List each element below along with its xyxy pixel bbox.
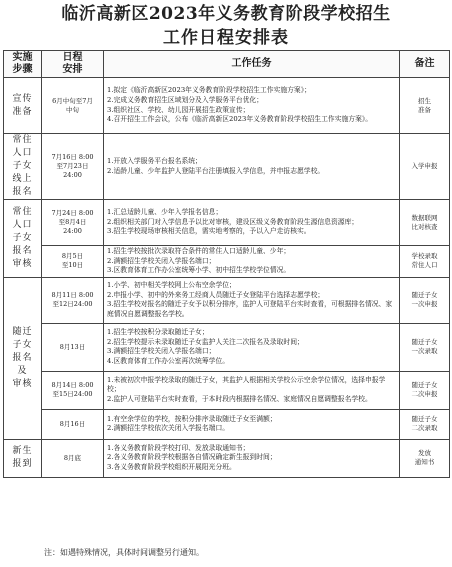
header-task: 工作任务 xyxy=(104,51,400,78)
footer-note: 注：如遇特殊情况，具体时间调整另行通知。 xyxy=(44,548,204,557)
table-row xyxy=(4,371,450,409)
task-item: 1.拟定《临沂高新区2023年义务教育阶段学校招生工作实施方案》； xyxy=(107,86,311,95)
task-cell xyxy=(104,200,400,246)
task-item: 3.招生学校对报名的随迁子女予以积分排序，监护人可登陆平台实时查看，可根据排名情况、家庭情况自愿调整报名学校。 xyxy=(107,300,393,318)
note-cell: 随迁子女 一次录取 xyxy=(400,323,450,371)
phase-cell: 常住 人口 子女 线上 报名 xyxy=(4,134,42,200)
task-item: 1.汇总适龄儿童、少年入学报名信息； xyxy=(107,208,223,217)
task-item: 2.各义务教育阶段学校根据各自情况确定新生报到时间； xyxy=(107,453,277,462)
date-cell: 8月底 xyxy=(42,439,104,477)
task-item: 1.有空余学位的学校，按积分排序录取随迁子女至满额； xyxy=(107,414,277,423)
phase-cell: 新生 报到 xyxy=(4,439,42,477)
task-cell xyxy=(104,323,400,371)
task-item: 2.完成义务教育招生区域划分及入学服务平台优化； xyxy=(107,95,264,104)
table-header-row xyxy=(4,51,450,78)
phase-cell: 常住 人口 子女 报名 审核 xyxy=(4,200,42,278)
note-cell: 学校录取 常住人口 xyxy=(400,246,450,278)
date-cell: 8月16日 xyxy=(42,409,104,439)
date-cell: 6月中旬至7月 中旬 xyxy=(42,78,104,134)
note-cell: 随迁子女 一次申报 xyxy=(400,277,450,323)
task-item: 1.招生学校按积分录取随迁子女； xyxy=(107,328,209,337)
table-row xyxy=(4,439,450,477)
task-item: 4.召开招生工作会议，公布《临沂高新区2023年义务教育阶段学校招生工作实施方案》。 xyxy=(107,115,373,124)
date-cell: 7月16日 8:00 至7月23日 24:00 xyxy=(42,134,104,200)
task-item: 1.招生学校按批次录取符合条件的常住人口适龄儿童、少年； xyxy=(107,247,291,255)
task-cell xyxy=(104,371,400,409)
header-date: 日程 安排 xyxy=(42,51,104,78)
phase-cell: 随迁 子女 报名 及 审核 xyxy=(4,277,42,439)
task-item: 1.未被初次申报学校录取的随迁子女，其监护人根据相关学校公示空余学位情况，选择申报学校； xyxy=(107,375,386,394)
task-item: 1.小学、初中相关学校网上公布空余学位； xyxy=(107,281,236,290)
note-cell: 随迁子女 二次录取 xyxy=(400,409,450,439)
table-row xyxy=(4,200,450,246)
task-cell xyxy=(104,409,400,439)
table-row xyxy=(4,78,450,134)
task-item: 2.申报小学、初中的外来务工经商人员随迁子女登陆平台选择志愿学校； xyxy=(107,290,325,299)
header-phase: 实施 步骤 xyxy=(4,51,42,78)
task-cell xyxy=(104,78,400,134)
task-item: 3.各义务教育阶段学校组织开展阳光分班。 xyxy=(107,463,236,472)
task-item: 2.满额招生学校依次关闭入学报名端口。 xyxy=(107,424,230,433)
task-cell xyxy=(104,134,400,200)
phase-cell: 宣传 准备 xyxy=(4,78,42,134)
task-item: 2.组织相关部门对入学信息予以比对审核，建设区级义务教育阶段生源信息资源库； xyxy=(107,217,359,226)
date-cell: 8月5日 至10日 xyxy=(42,246,104,278)
table-row xyxy=(4,246,450,278)
note-cell: 数据联网 比对核查 xyxy=(400,200,450,246)
note-cell: 入学申报 xyxy=(400,134,450,200)
table-body xyxy=(4,78,450,478)
note-cell: 发放 通知书 xyxy=(400,439,450,477)
note-cell: 随迁子女 二次申报 xyxy=(400,371,450,409)
page-title: 临沂高新区2023年义务教育阶段学校招生 xyxy=(61,4,391,24)
table-row xyxy=(4,134,450,200)
table-row xyxy=(4,409,450,439)
schedule-table xyxy=(3,50,450,478)
task-cell xyxy=(104,439,400,477)
task-item: 2.招生学校提示未录取随迁子女监护人关注二次报名及录取时间； xyxy=(107,337,304,346)
date-cell: 8月11日 8:00 至12日24:00 xyxy=(42,277,104,323)
task-item: 2.适龄儿童、少年监护人登陆平台注册填报入学信息，并申报志愿学校。 xyxy=(107,166,325,175)
table-row xyxy=(4,323,450,371)
task-cell xyxy=(104,277,400,323)
task-item: 2.监护人可登陆平台实时查看，于本时段内根据排名情况、家庭情况自愿调整报名学校。 xyxy=(107,395,372,404)
task-item: 3.组织社区、学校、幼儿园开展招生政策宣传； xyxy=(107,105,250,114)
header-note: 备注 xyxy=(400,51,450,78)
date-cell: 8月13日 xyxy=(42,323,104,371)
task-item: 3.满额招生学校关闭入学报名端口； xyxy=(107,347,216,356)
task-item: 2.满额招生学校关闭入学报名端口； xyxy=(107,256,216,265)
date-cell: 7月24日 8:00 至8月4日 24:00 xyxy=(42,200,104,246)
task-cell xyxy=(104,246,400,278)
table-row xyxy=(4,277,450,323)
task-item: 4.区教育体育工作办公室再次统筹学位。 xyxy=(107,356,230,365)
page-subtitle: 工作日程安排表 xyxy=(163,28,289,48)
note-cell: 招生 准备 xyxy=(400,78,450,134)
task-item: 3.招生学校现场审核相关信息，需实地考察的，予以入户走访核实。 xyxy=(107,227,311,236)
task-item: 3.区教育体育工作办公室统筹小学、初中招生学校学位情况。 xyxy=(107,266,291,275)
task-item: 1.开放入学服务平台报名系统； xyxy=(107,156,202,165)
date-cell: 8月14日 8:00 至15日24:00 xyxy=(42,371,104,409)
task-item: 1.各义务教育阶段学校打印、发放录取通知书； xyxy=(107,443,250,452)
